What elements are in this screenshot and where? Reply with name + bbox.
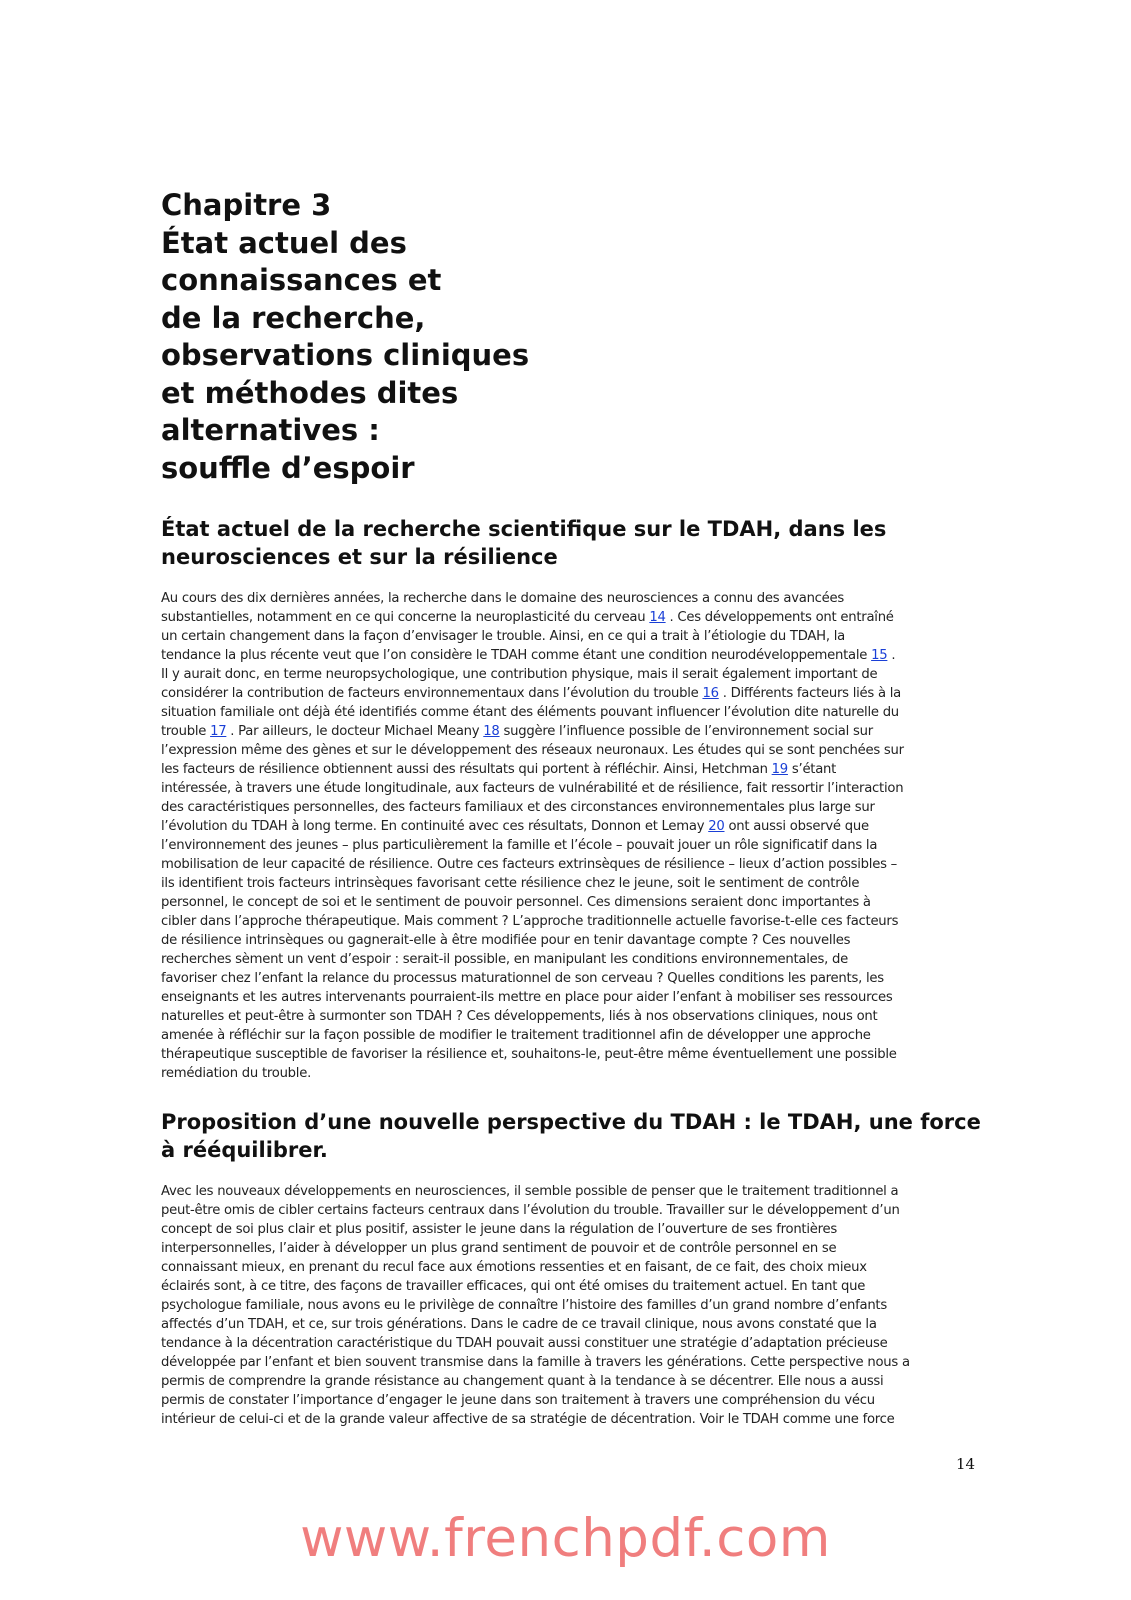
text-line: permis de constater l’importance d’engager le jeune dans son traitement à travers une compréhension du vécu <box>161 1393 875 1408</box>
paragraph-research <box>161 589 981 1083</box>
footnote-link-18[interactable]: 18 <box>483 724 500 739</box>
text-line: tendance à la décentration caractéristique du TDAH pouvait aussi constituer une stratégie d’adaptation précieuse <box>161 1336 888 1351</box>
text-line: développée par l’enfant et bien souvent transmise dans la famille à travers les générations. Cette perspective nous a <box>161 1355 910 1370</box>
section-heading-proposition <box>161 1108 981 1164</box>
text-line: un certain changement dans la façon d’envisager le trouble. Ainsi, en ce qui a trait à l’étiologie du TDAH, la <box>161 629 845 644</box>
text-line: intéressée, à travers une étude longitudinale, aux facteurs de vulnérabilité et de résilience, fait ressortir l’interaction <box>161 781 904 796</box>
text-line: trouble 17 . Par ailleurs, le docteur Michael Meany 18 suggère l’influence possible de l’environnement social sur <box>161 724 873 739</box>
text-line: recherches sèment un vent d’espoir : serait-il possible, en manipulant les conditions environnementales, de <box>161 952 848 967</box>
text-line: interpersonnelles, l’aider à développer un plus grand sentiment de pouvoir et de contrôle personnel en se <box>161 1241 837 1256</box>
text-line: concept de soi plus clair et plus positif, assister le jeune dans la régulation de l’ouverture de ses frontières <box>161 1222 837 1237</box>
text-line: cibler dans l’approche thérapeutique. Mais comment ? L’approche traditionnelle actuelle favorise-t-elle ces facteurs <box>161 914 899 929</box>
heading-line: État actuel de la recherche scientifique sur le TDAH, dans les <box>161 517 887 541</box>
footnote-link-14[interactable]: 14 <box>649 610 666 625</box>
text-line: remédiation du trouble. <box>161 1066 312 1081</box>
footnote-link-19[interactable]: 19 <box>771 762 788 777</box>
text-line: intérieur de celui-ci et de la grande valeur affective de sa stratégie de décentration. Voir le TDAH comme une force <box>161 1412 895 1427</box>
text-line: enseignants et les autres intervenants pourraient-ils mettre en place pour aider l’enfant à mobiliser ses ressources <box>161 990 893 1005</box>
chapter-title-line: connaissances et <box>161 263 442 297</box>
text-line: substantielles, notamment en ce qui concerne la neuroplasticité du cerveau 14 . Ces développements ont entraîné <box>161 610 894 625</box>
heading-line: neurosciences et sur la résilience <box>161 545 558 569</box>
footnote-link-20[interactable]: 20 <box>708 819 725 834</box>
footnote-link-17[interactable]: 17 <box>210 724 227 739</box>
text-line: l’environnement des jeunes – plus particulièrement la famille et l’école – pouvait jouer un rôle significatif dans la <box>161 838 878 853</box>
text-line: Avec les nouveaux développements en neurosciences, il semble possible de penser que le traitement traditionnel a <box>161 1184 899 1199</box>
paragraph-proposition <box>161 1182 981 1429</box>
chapter-title-line: observations cliniques <box>161 338 530 372</box>
footnote-link-16[interactable]: 16 <box>702 686 719 701</box>
text-line: personnel, le concept de soi et le sentiment de pouvoir personnel. Ces dimensions seraient donc importantes à <box>161 895 871 910</box>
text-line: thérapeutique susceptible de favoriser la résilience et, souhaitons-le, peut-être même éventuellement une possible <box>161 1047 897 1062</box>
text-line: amenée à réfléchir sur la façon possible de modifier le traitement traditionnel afin de développer une approche <box>161 1028 871 1043</box>
chapter-title-line: de la recherche, <box>161 300 426 335</box>
text-line: éclairés sont, à ce titre, des façons de travailler efficaces, qui ont été omises du traitement actuel. En tant que <box>161 1279 866 1294</box>
heading-line: Proposition d’une nouvelle perspective du TDAH : le TDAH, une force <box>161 1110 981 1134</box>
chapter-title <box>161 187 721 487</box>
text-line: les facteurs de résilience obtiennent aussi des résultats qui portent à réfléchir. Ainsi, Hetchman 19 s’étant <box>161 762 837 777</box>
text-line: tendance la plus récente veut que l’on considère le TDAH comme étant une condition neurodéveloppementale 15 . <box>161 648 896 663</box>
chapter-title-line: et méthodes dites <box>161 375 459 410</box>
text-line: naturelles et peut-être à surmonter son TDAH ? Ces développements, liés à nos observations cliniques, nous ont <box>161 1009 878 1024</box>
text-line: mobilisation de leur capacité de résilience. Outre ces facteurs extrinsèques de résilience – lieux d’action possibles – <box>161 857 897 872</box>
text-line: de résilience intrinsèques ou gagnerait-elle à être modifiée pour en tenir davantage compte ? Ces nouvelles <box>161 933 851 948</box>
chapter-title-line: État actuel des <box>161 225 407 260</box>
text-line: affectés d’un TDAH, et ce, sur trois générations. Dans le cadre de ce travail clinique, nous avons constaté que la <box>161 1317 877 1332</box>
text-line: permis de comprendre la grande résistance au changement quant à la tendance à se décentrer. Elle nous a aussi <box>161 1374 884 1389</box>
watermark-url: www.frenchpdf.com <box>300 1508 831 1569</box>
text-line: favoriser chez l’enfant la relance du processus maturationnel de son cerveau ? Quelles conditions les parents, les <box>161 971 884 986</box>
text-line: psychologue familiale, nous avons eu le privilège de connaître l’histoire des familles d’un grand nombre d’enfants <box>161 1298 887 1313</box>
section-heading-research <box>161 515 981 571</box>
footnote-link-15[interactable]: 15 <box>871 648 888 663</box>
chapter-title-line: souffle d’espoir <box>161 450 415 485</box>
text-line: Au cours des dix dernières années, la recherche dans le domaine des neurosciences a connu des avancées <box>161 591 845 606</box>
text-line: des caractéristiques personnelles, des facteurs familiaux et des circonstances environnementales plus large sur <box>161 800 875 815</box>
chapter-title-line: alternatives : <box>161 413 380 447</box>
text-line: situation familiale ont déjà été identifiés comme étant des éléments pouvant influencer l’évolution dite naturelle du <box>161 705 899 720</box>
text-line: Il y aurait donc, en terme neuropsychologique, une contribution physique, mais il serait également important de <box>161 667 878 682</box>
text-line: considérer la contribution de facteurs environnementaux dans l’évolution du trouble 16 . Différents facteurs liés à la <box>161 686 902 701</box>
text-line: peut-être omis de cibler certains facteurs centraux dans l’évolution du trouble. Travailler sur le développement d’un <box>161 1203 900 1218</box>
page-number: 14 <box>956 1455 976 1473</box>
text-line: l’évolution du TDAH à long terme. En continuité avec ces résultats, Donnon et Lemay 20 ont aussi observé que <box>161 819 869 834</box>
text-line: ils identifient trois facteurs intrinsèques favorisant cette résilience chez le jeune, soit le sentiment de contrôle <box>161 876 860 891</box>
text-line: l’expression même des gènes et sur le développement des réseaux neuronaux. Les études qui se sont penchées sur <box>161 743 904 758</box>
heading-line: à rééquilibrer. <box>161 1138 328 1162</box>
text-line: connaissant mieux, en prenant du recul face aux émotions ressenties et en faisant, de ce fait, des choix mieux <box>161 1260 867 1275</box>
chapter-title-line: Chapitre 3 <box>161 188 332 222</box>
